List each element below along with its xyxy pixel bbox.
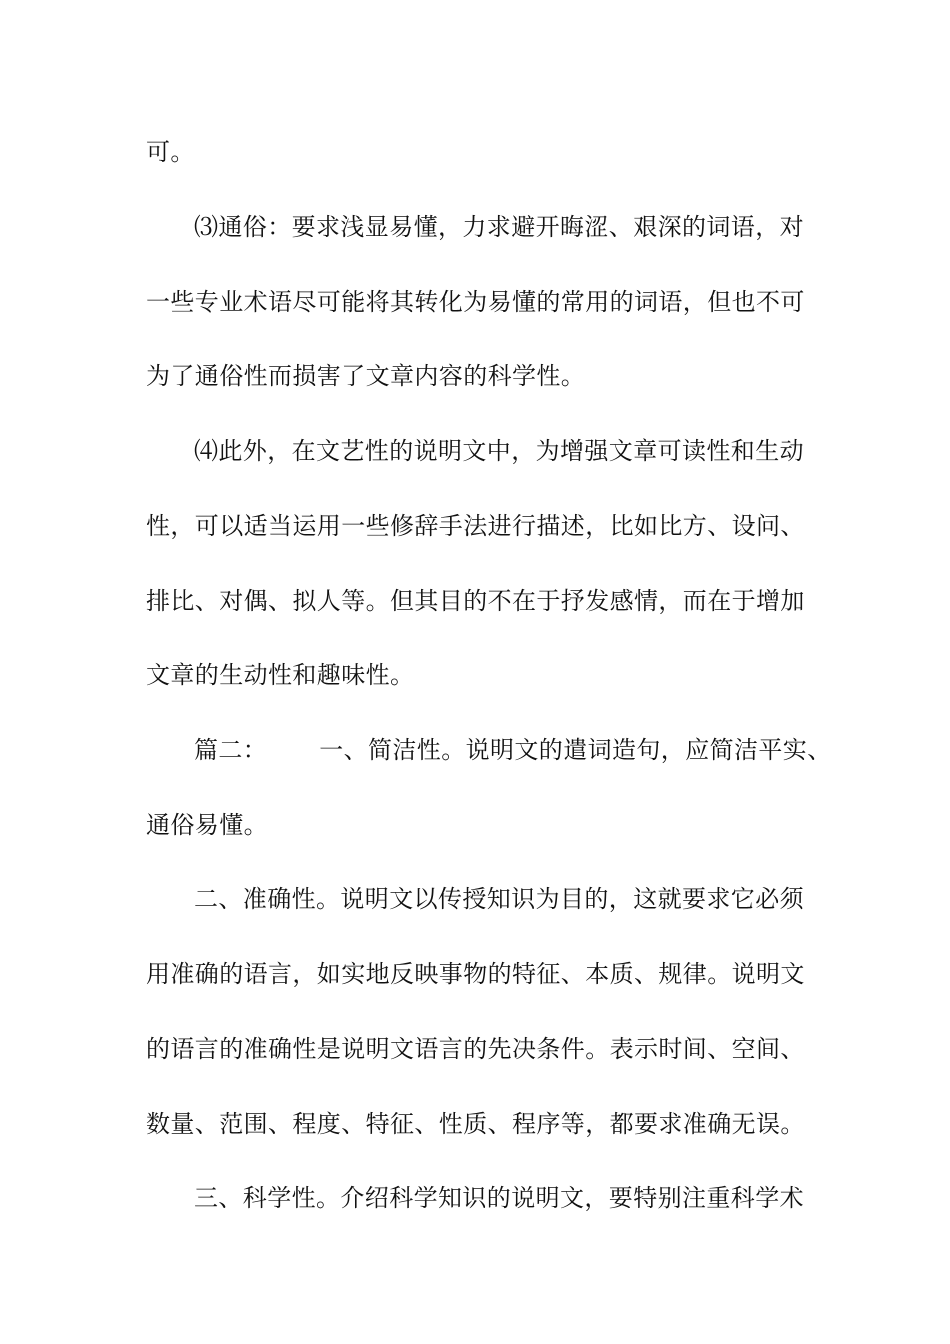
text-line: 通俗易懂。 [146, 811, 268, 839]
text-line: 用准确的语言，如实地反映事物的特征、本质、规律。说明文 [146, 960, 805, 988]
section-2-heading-line [194, 730, 884, 770]
paragraph-3-line-1: ⑶通俗：要求浅显易懂，力求避开晦涩、艰深的词语，对 [194, 213, 804, 241]
text-line: 性，可以适当运用一些修辞手法进行描述，比如比方、设问、 [146, 512, 805, 540]
paragraph-4-line-1: ⑷此外，在文艺性的说明文中，为增强文章可读性和生动 [194, 437, 804, 465]
section-label: 篇二： [194, 736, 268, 764]
text-line: 可。 [146, 138, 195, 166]
text-line: 为了通俗性而损害了文章内容的科学性。 [146, 362, 586, 390]
text-line: 的语言的准确性是说明文语言的先决条件。表示时间、空间、 [146, 1035, 805, 1063]
point-3-line-1: 三、科学性。介绍科学知识的说明文，要特别注重科学术 [194, 1184, 804, 1212]
point-2-line-1: 二、准确性。说明文以传授知识为目的，这就要求它必须 [194, 885, 804, 913]
text-line: 排比、对偶、拟人等。但其目的不在于抒发感情，而在于增加 [146, 587, 805, 615]
text-line: 一些专业术语尽可能将其转化为易懂的常用的词语，但也不可 [146, 288, 805, 316]
text-line: 文章的生动性和趣味性。 [146, 661, 415, 689]
text-line: 数量、范围、程度、特征、性质、程序等，都要求准确无误。 [146, 1110, 805, 1138]
point-1-text: 一、简洁性。说明文的遣词造句，应简洁平实、 [319, 736, 832, 764]
